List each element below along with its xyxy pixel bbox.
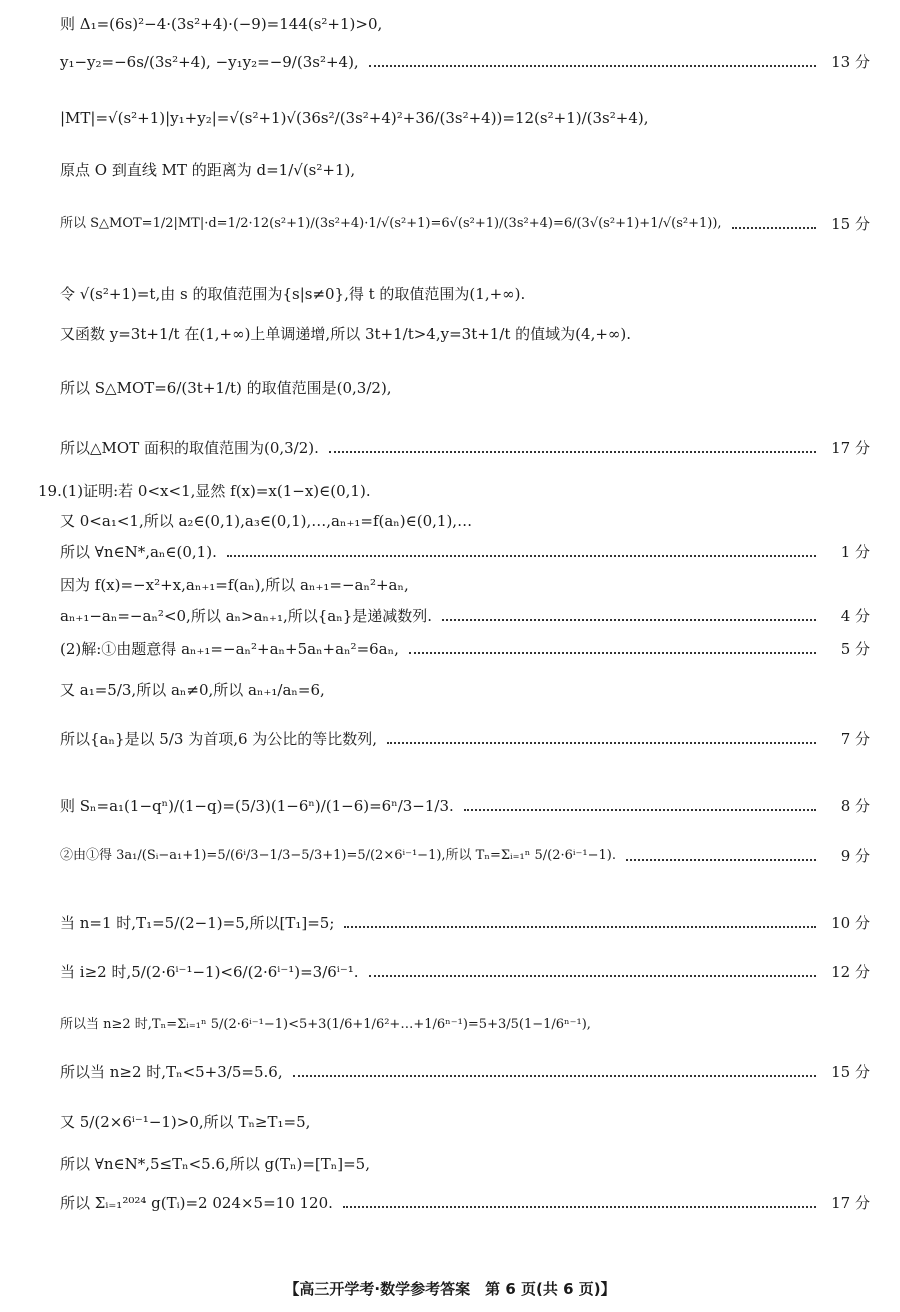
score-label: 8 分 bbox=[840, 797, 870, 815]
solution-line bbox=[60, 108, 870, 128]
line-text: 当 i≥2 时,5/(2·6ⁱ⁻¹−1)<6/(2·6ⁱ⁻¹)=3/6ⁱ⁻¹. bbox=[60, 963, 359, 981]
solution-line bbox=[38, 481, 870, 501]
solution-line bbox=[60, 680, 870, 700]
solution-line bbox=[60, 378, 870, 398]
leader-dots bbox=[369, 975, 816, 977]
solution-line bbox=[60, 160, 870, 180]
score-label: 4 分 bbox=[840, 607, 870, 625]
leader-dots bbox=[626, 859, 816, 861]
line-text: 令 √(s²+1)=t,由 s 的取值范围为{s|s≠0},得 t 的取值范围为(1,+∞). bbox=[60, 285, 526, 303]
leader-dots bbox=[343, 1206, 816, 1208]
line-text: (2)解:①由题意得 aₙ₊₁=−aₙ²+aₙ+5aₙ+aₙ²=6aₙ, bbox=[60, 640, 399, 658]
line-text: 又 a₁=5/3,所以 aₙ≠0,所以 aₙ₊₁/aₙ=6, bbox=[60, 681, 325, 699]
leader-dots bbox=[293, 1075, 816, 1077]
solution-line bbox=[60, 52, 870, 72]
score-label: 13 分 bbox=[831, 53, 870, 71]
line-text: 则 Δ₁=(6s)²−4·(3s²+4)·(−9)=144(s²+1)>0, bbox=[60, 15, 383, 33]
leader-dots bbox=[442, 619, 816, 621]
line-text: 又函数 y=3t+1/t 在(1,+∞)上单调递增,所以 3t+1/t>4,y=3t+1/t 的值域为(4,+∞). bbox=[60, 325, 632, 343]
score-label: 12 分 bbox=[831, 963, 870, 981]
line-text: 则 Sₙ=a₁(1−qⁿ)/(1−q)=(5/3)(1−6ⁿ)/(1−6)=6ⁿ/3−1/3. bbox=[60, 797, 454, 815]
leader-dots bbox=[387, 742, 816, 744]
line-text: 所以 ∀n∈N*,aₙ∈(0,1). bbox=[60, 543, 217, 561]
solution-line bbox=[60, 729, 870, 749]
line-text: y₁−y₂=−6s/(3s²+4), −y₁y₂=−9/(3s²+4), bbox=[60, 53, 359, 71]
line-text: 所以当 n≥2 时,Tₙ=Σᵢ₌₁ⁿ 5/(2·6ⁱ⁻¹−1)<5+3(1/6+1/6²+…+1/6ⁿ⁻¹)=5+3/5(1−1/6ⁿ⁻¹), bbox=[60, 1017, 591, 1032]
line-text: |MT|=√(s²+1)|y₁+y₂|=√(s²+1)√(36s²/(3s²+4)²+36/(3s²+4))=12(s²+1)/(3s²+4), bbox=[60, 109, 649, 127]
score-label: 10 分 bbox=[831, 914, 870, 932]
score-label: 5 分 bbox=[840, 640, 870, 658]
solution-line bbox=[60, 962, 870, 982]
line-text: ②由①得 3a₁/(Sᵢ−a₁+1)=5/(6ⁱ/3−1/3−5/3+1)=5/(2×6ⁱ⁻¹−1),所以 Tₙ=Σᵢ₌₁ⁿ 5/(2·6ⁱ⁻¹−1). bbox=[60, 848, 616, 863]
line-text: 所以 S△MOT=1/2|MT|·d=1/2·12(s²+1)/(3s²+4)·1/√(s²+1)=6√(s²+1)/(3s²+4)=6/(3√(s²+1)+1/√(s²+1)), bbox=[60, 216, 722, 231]
solution-line bbox=[60, 324, 870, 344]
solution-line bbox=[60, 1112, 870, 1132]
solution-line bbox=[60, 796, 870, 816]
score-label: 17 分 bbox=[831, 439, 870, 457]
leader-dots bbox=[329, 451, 816, 453]
solution-line bbox=[60, 846, 870, 866]
line-text: 所以当 n≥2 时,Tₙ<5+3/5=5.6, bbox=[60, 1063, 283, 1081]
solution-line bbox=[60, 14, 870, 34]
solution-line bbox=[60, 542, 870, 562]
line-text: 又 0<a₁<1,所以 a₂∈(0,1),a₃∈(0,1),…,aₙ₊₁=f(aₙ)∈(0,1),… bbox=[60, 512, 473, 530]
leader-dots bbox=[464, 809, 816, 811]
line-text: 所以{aₙ}是以 5/3 为首项,6 为公比的等比数列, bbox=[60, 730, 378, 748]
solution-line bbox=[60, 913, 870, 933]
solution-line bbox=[60, 575, 870, 595]
line-text: 所以 ∀n∈N*,5≤Tₙ<5.6,所以 g(Tₙ)=[Tₙ]=5, bbox=[60, 1155, 370, 1173]
score-label: 15 分 bbox=[831, 215, 870, 233]
solution-line bbox=[60, 511, 870, 531]
solution-line bbox=[60, 1154, 870, 1174]
score-label: 1 分 bbox=[840, 543, 870, 561]
solution-line bbox=[60, 1193, 870, 1213]
page-footer: 【高三开学考·数学参考答案 第 6 页(共 6 页)】 bbox=[284, 1280, 616, 1298]
line-text: aₙ₊₁−aₙ=−aₙ²<0,所以 aₙ>aₙ₊₁,所以{aₙ}是递减数列. bbox=[60, 607, 433, 625]
solution-line bbox=[60, 438, 870, 458]
line-text: 当 n=1 时,T₁=5/(2−1)=5,所以[T₁]=5; bbox=[60, 914, 335, 932]
line-text: 所以 S△MOT=6/(3t+1/t) 的取值范围是(0,3/2), bbox=[60, 379, 392, 397]
score-label: 9 分 bbox=[840, 847, 870, 865]
leader-dots bbox=[227, 555, 816, 557]
line-text: 19.(1)证明:若 0<x<1,显然 f(x)=x(1−x)∈(0,1). bbox=[38, 482, 371, 500]
line-text: 因为 f(x)=−x²+x,aₙ₊₁=f(aₙ),所以 aₙ₊₁=−aₙ²+aₙ, bbox=[60, 576, 409, 594]
line-text: 原点 O 到直线 MT 的距离为 d=1/√(s²+1), bbox=[60, 161, 356, 179]
line-text: 又 5/(2×6ⁱ⁻¹−1)>0,所以 Tₙ≥T₁=5, bbox=[60, 1113, 311, 1131]
line-text: 所以 Σᵢ₌₁²⁰²⁴ g(Tᵢ)=2 024×5=10 120. bbox=[60, 1194, 333, 1212]
leader-dots bbox=[369, 65, 816, 67]
solution-line bbox=[60, 606, 870, 626]
leader-dots bbox=[732, 227, 816, 229]
leader-dots bbox=[344, 926, 816, 928]
solution-line bbox=[60, 214, 870, 234]
solution-line bbox=[60, 284, 870, 304]
score-label: 7 分 bbox=[840, 730, 870, 748]
line-text: 所以△MOT 面积的取值范围为(0,3/2). bbox=[60, 439, 319, 457]
solution-line bbox=[60, 639, 870, 659]
score-label: 17 分 bbox=[831, 1194, 870, 1212]
solution-line bbox=[60, 1062, 870, 1082]
score-label: 15 分 bbox=[831, 1063, 870, 1081]
solution-line bbox=[60, 1015, 870, 1035]
leader-dots bbox=[409, 652, 816, 654]
